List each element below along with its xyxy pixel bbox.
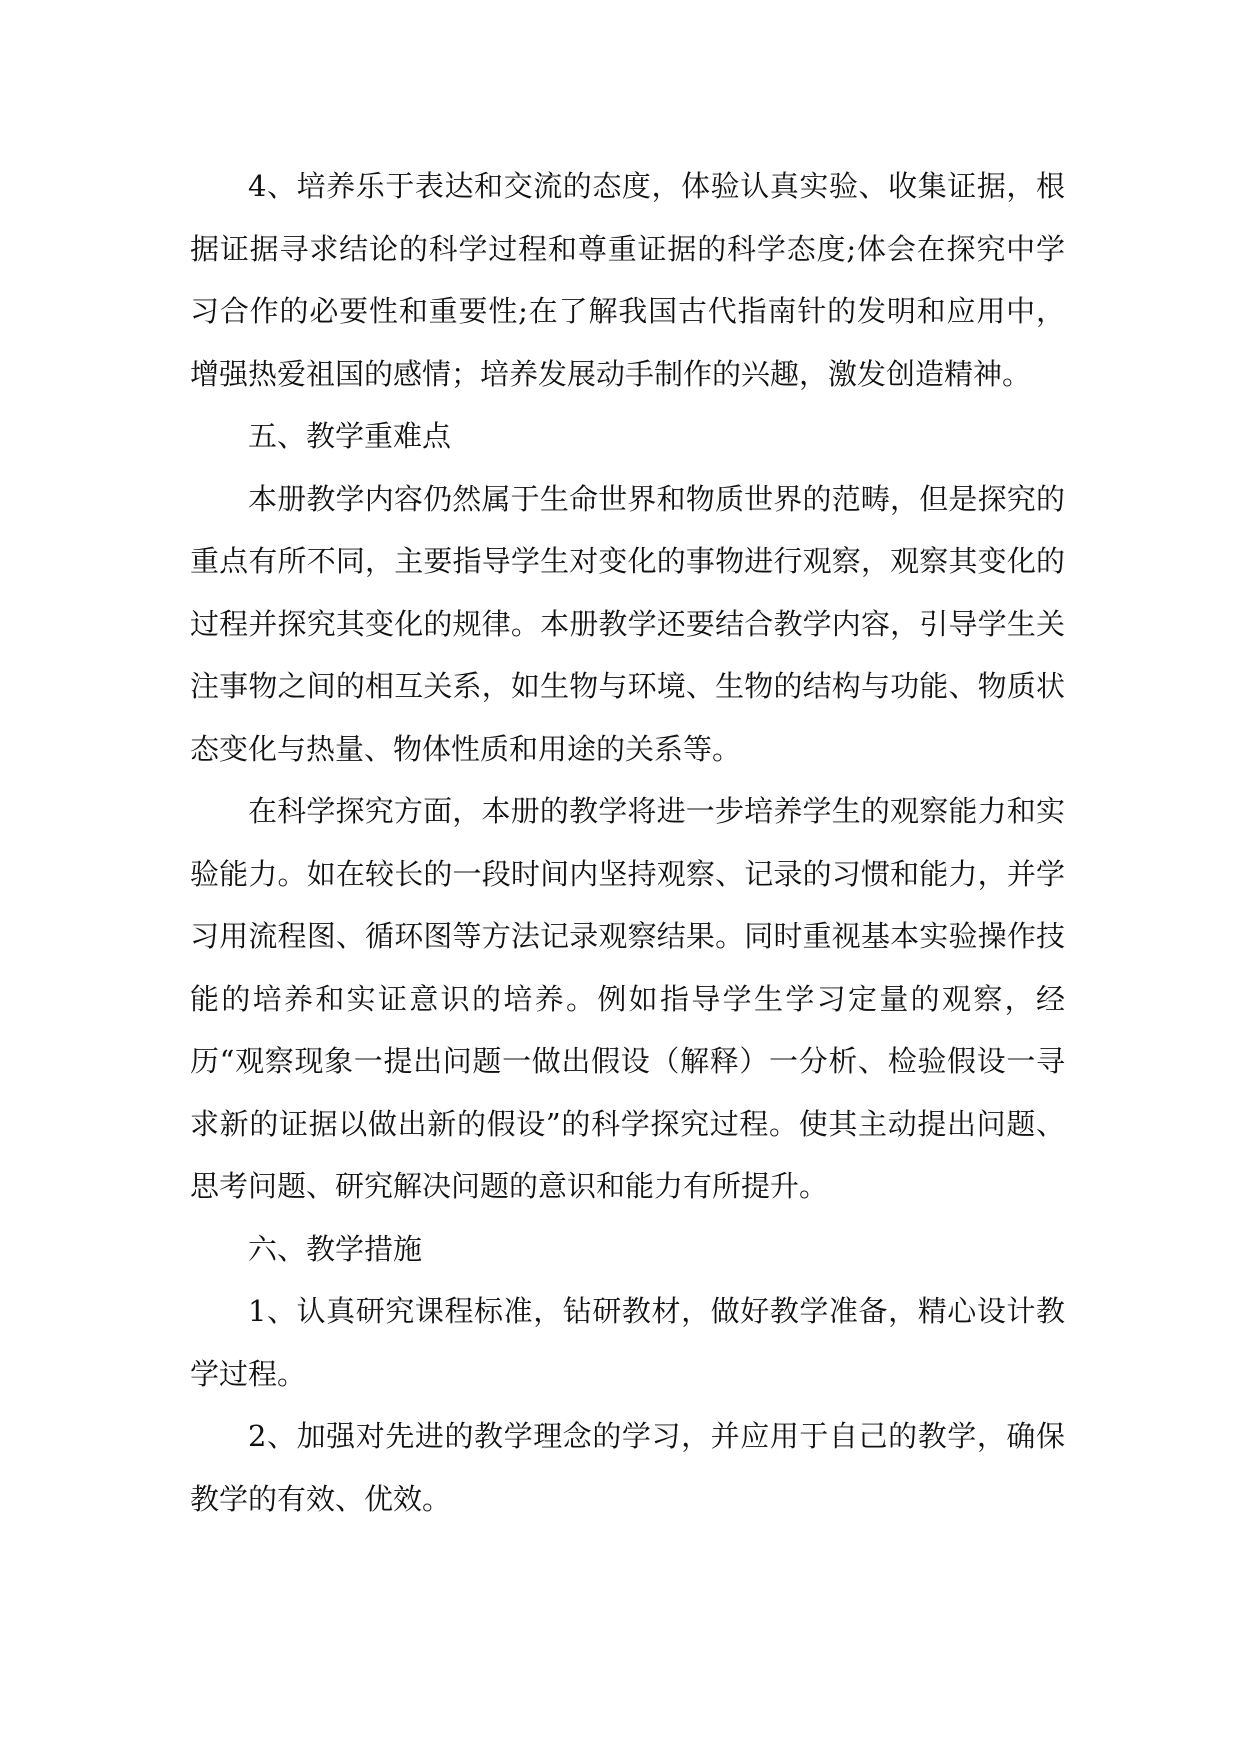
- paragraph-objective-4: 4、培养乐于表达和交流的态度，体验认真实验、收集证据，根据证据寻求结论的科学过程和尊重证据的科学态度;体会在探究中学习合作的必要性和重要性;在了解我国古代指南针的发明和应用中，增强热爱祖国的感情；培养发展动手制作的兴趣，激发创造精神。: [190, 169, 1065, 391]
- paragraph-key-points: 本册教学内容仍然属于生命世界和物质世界的范畴，但是探究的重点有所不同，主要指导学生对变化的事物进行观察，观察其变化的过程并探究其变化的规律。本册教学还要结合教学内容，引导学生关注事物之间的相互关系，如生物与环境、生物的结构与功能、物质状态变化与热量、物体性质和用途的关系等。: [190, 481, 1065, 766]
- paragraph-measure-2: 2、加强对先进的教学理念的学习，并应用于自己的教学，确保教学的有效、优效。: [190, 1419, 1065, 1516]
- section-heading-teaching-measures: 六、教学措施: [248, 1231, 423, 1266]
- document-body: [190, 155, 1065, 1530]
- paragraph-scientific-inquiry: 在科学探究方面，本册的教学将进一步培养学生的观察能力和实验能力。如在较长的一段时间内坚持观察、记录的习惯和能力，并学习用流程图、循环图等方法记录观察结果。同时重视基本实验操作技能的培养和实证意识的培养。例如指导学生学习定量的观察，经历“观察现象一提出问题一做出假设（解释）一分析、检验假设一寻求新的证据以做出新的假设”的科学探究过程。使其主动提出问题、思考问题、研究解决问题的意识和能力有所提升。: [190, 794, 1065, 1203]
- paragraph-measure-1: 1、认真研究课程标准，钻研教材，做好教学准备，精心设计教学过程。: [190, 1294, 1065, 1391]
- section-heading-key-difficult-points: 五、教学重难点: [248, 419, 452, 453]
